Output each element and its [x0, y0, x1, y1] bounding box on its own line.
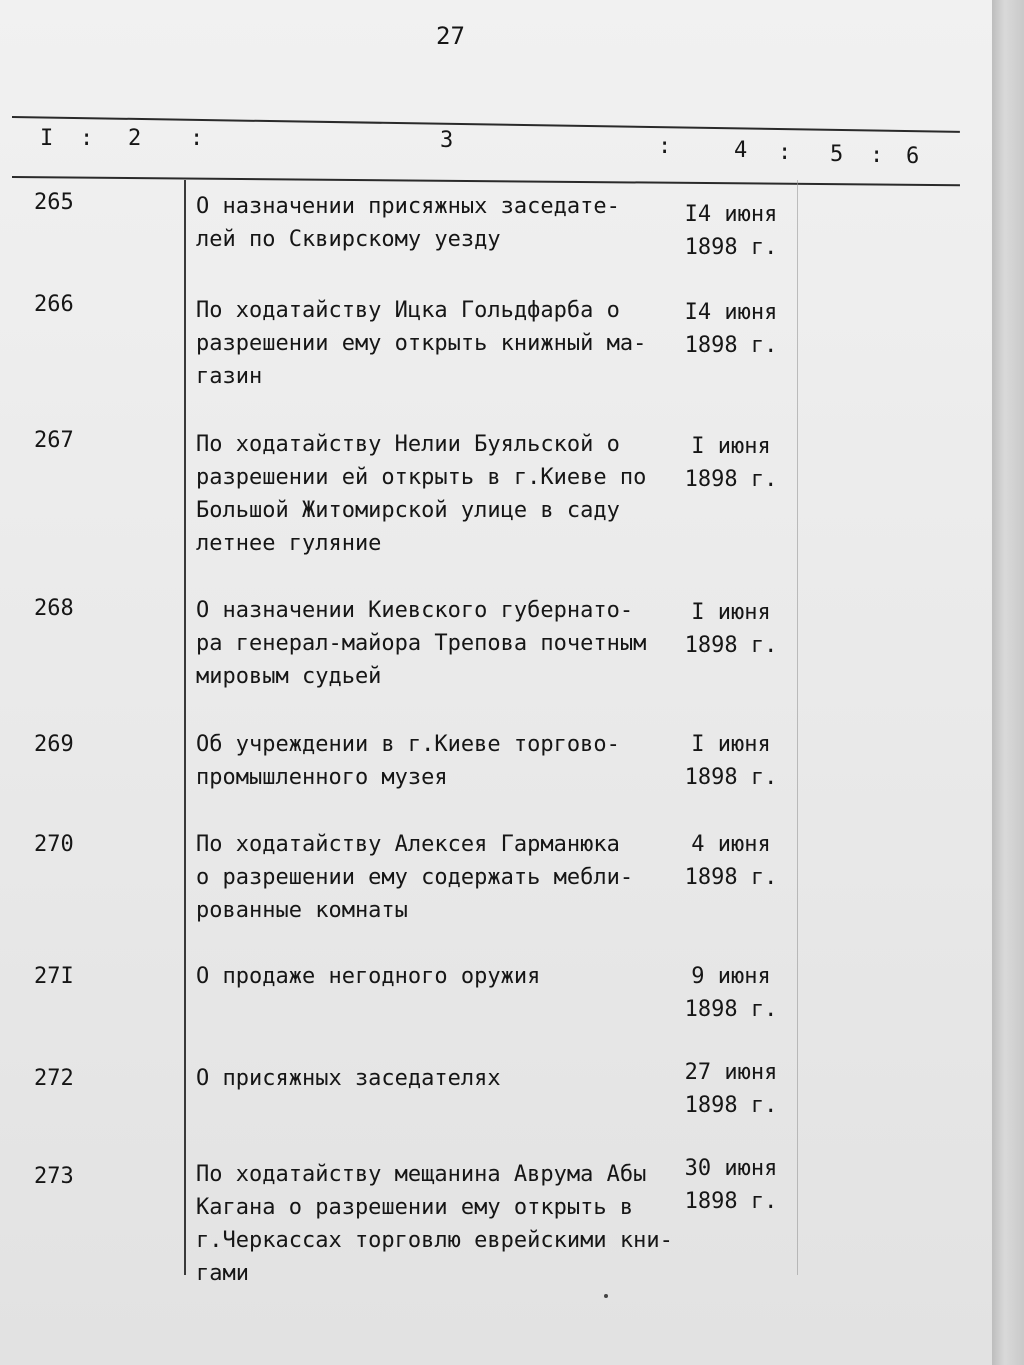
record-number: 266	[34, 292, 74, 317]
record-date: 9 июня 1898 г.	[684, 964, 778, 1022]
column-4-header: 4	[734, 138, 748, 163]
record-date: I июня 1898 г.	[684, 732, 778, 790]
column-divider	[184, 180, 186, 1275]
column-divider	[797, 180, 798, 1275]
column-5-header: 5	[830, 142, 844, 167]
column-2-header: 2	[128, 126, 142, 151]
record-title: По ходатайству Нелии Буяльской о разрешении ей открыть в г.Киеве по Большой Житомирской улице в саду летнее гуляние	[196, 432, 647, 556]
record-number: 268	[34, 596, 74, 621]
record-title: Об учреждении в г.Киеве торгово- промышленного музея	[196, 732, 620, 790]
column-separator: :	[658, 134, 672, 159]
ink-speck	[604, 1294, 608, 1298]
record-title: О присяжных заседателях	[196, 1066, 501, 1091]
column-3-header: 3	[440, 128, 454, 153]
column-separator: :	[80, 126, 94, 151]
record-date: I июня 1898 г.	[684, 600, 778, 658]
column-6-header: 6	[906, 144, 920, 169]
record-date: I июня 1898 г.	[684, 434, 778, 492]
page-edge	[992, 0, 1024, 1365]
record-date: I4 июня 1898 г.	[684, 300, 778, 358]
record-title: По ходатайству Алексея Гарманюка о разрешении ему содержать мебли- рованные комнаты	[196, 832, 634, 923]
record-date: I4 июня 1898 г.	[684, 202, 778, 260]
record-number: 272	[34, 1066, 74, 1091]
record-title: По ходатайству мещанина Аврума Абы Кагана о разрешении ему открыть в г.Черкассах торговлю еврейскими кни- гами	[196, 1162, 673, 1286]
column-separator: :	[190, 126, 204, 151]
record-number: 27I	[34, 964, 74, 989]
record-number: 267	[34, 428, 74, 453]
column-separator: :	[870, 143, 884, 168]
record-number: 265	[34, 190, 74, 215]
record-number: 270	[34, 832, 74, 857]
record-title: О продаже негодного оружия	[196, 964, 541, 989]
record-number: 269	[34, 732, 74, 757]
record-date: 30 июня 1898 г.	[684, 1156, 778, 1214]
column-1-header: I	[40, 126, 54, 151]
record-date: 27 июня 1898 г.	[684, 1060, 778, 1118]
record-title: О назначении присяжных заседате- лей по Сквирскому уезду	[196, 194, 620, 252]
record-date: 4 июня 1898 г.	[684, 832, 778, 890]
record-number: 273	[34, 1164, 74, 1189]
page-number: 27	[436, 22, 465, 50]
column-separator: :	[778, 140, 792, 165]
record-title: О назначении Киевского губернато- ра генерал-майора Трепова почетным мировым судьей	[196, 598, 647, 689]
record-title: По ходатайству Ицка Гольдфарба о разрешении ему открыть книжный ма- газин	[196, 298, 647, 389]
